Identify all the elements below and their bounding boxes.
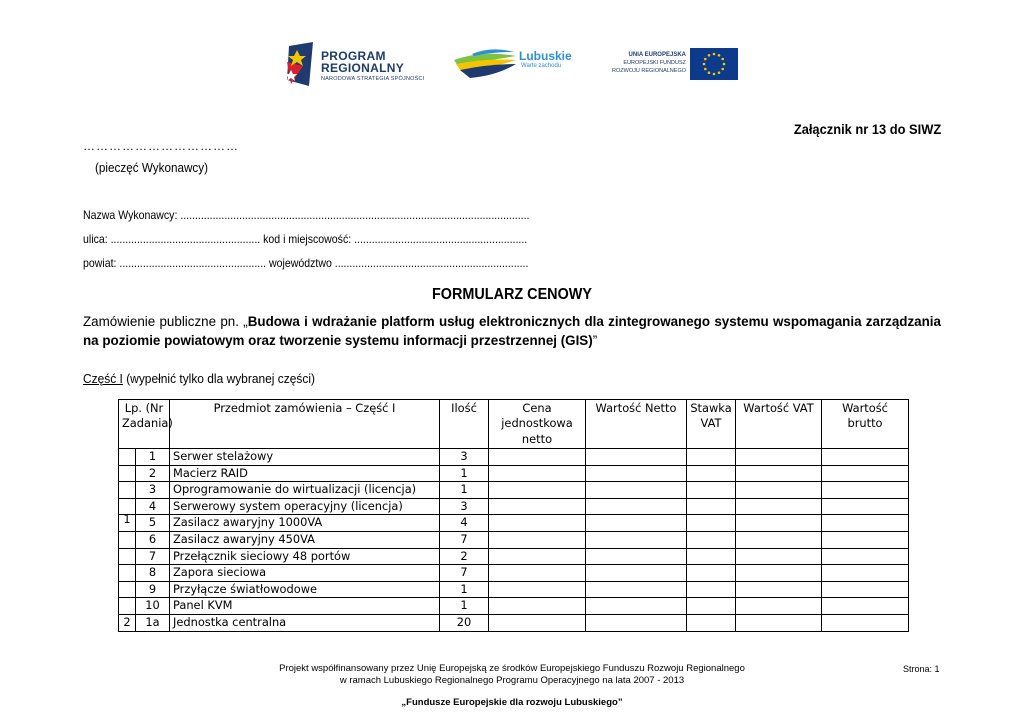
unit-price-cell[interactable] [489, 581, 586, 598]
group-column [119, 466, 136, 482]
lp-cell [119, 482, 170, 499]
unit-price-cell[interactable] [489, 482, 586, 499]
footer-program: w ramach Lubuskiego Regionalnego Programu Operacyjnego na lata 2007 - 2013 [339, 675, 685, 686]
vat-rate-cell[interactable] [687, 548, 736, 565]
unit-price-cell[interactable] [489, 614, 586, 631]
gross-value-cell[interactable] [822, 531, 909, 548]
price-table [118, 399, 909, 632]
vat-value-cell[interactable] [736, 598, 822, 615]
eu-logo [598, 48, 738, 80]
vat-value-cell[interactable] [736, 548, 822, 565]
vat-value-cell[interactable] [736, 581, 822, 598]
vat-rate-cell[interactable] [687, 465, 736, 482]
table-row [119, 465, 909, 482]
vat-value-cell[interactable] [736, 482, 822, 499]
program-line1: PROGRAM [321, 49, 386, 63]
task-number: 3 [148, 482, 157, 497]
net-value-cell[interactable] [586, 548, 687, 565]
item-name: Przyłącze światłowodowe [170, 581, 440, 598]
net-value-cell[interactable] [586, 531, 687, 548]
vat-rate-cell[interactable] [687, 482, 736, 499]
stamp-dots: ……………………………… [83, 139, 239, 153]
item-qty: 1 [440, 482, 489, 499]
lp-cell [119, 565, 170, 582]
table-row [119, 598, 909, 615]
gross-value-cell[interactable] [822, 565, 909, 582]
task-number: 10 [145, 598, 160, 613]
group-number: 2 [123, 614, 131, 629]
vat-value-cell[interactable] [736, 614, 822, 631]
program-line2: REGIONALNY [321, 61, 405, 75]
table-row [119, 614, 909, 631]
task-number: 9 [148, 581, 157, 596]
unit-price-cell[interactable] [489, 449, 586, 466]
item-qty: 2 [440, 548, 489, 565]
item-name: Zasilacz awaryjny 1000VA [170, 515, 440, 532]
group-column [119, 482, 136, 498]
task-number: 6 [148, 531, 157, 546]
item-qty: 1 [440, 465, 489, 482]
item-name: Panel KVM [170, 598, 440, 615]
order-title: Budowa i wdrażanie platform usług elektronicznych dla zintegrowanego systemu wspomagania zarządzania na poziomie powiatowym oraz tworzenie systemu informacji przestrzennej (GIS) [83, 314, 941, 348]
group-column [119, 532, 136, 548]
header-item: Przedmiot zamówienia – Część I [170, 400, 440, 449]
unit-price-cell[interactable] [489, 565, 586, 582]
net-value-cell[interactable] [586, 515, 687, 532]
item-name: Zapora sieciowa [170, 565, 440, 582]
task-number: 4 [148, 498, 157, 513]
item-name: Macierz RAID [170, 465, 440, 482]
table-row [119, 449, 909, 466]
vat-rate-cell[interactable] [687, 581, 736, 598]
group-column [119, 598, 136, 614]
item-name: Serwer stelażowy [170, 449, 440, 466]
lubuskie-name: Lubuskie [519, 49, 572, 63]
header-unit-price: Cena jednostkowa netto [489, 400, 586, 449]
order-description [83, 312, 941, 350]
group-column [119, 582, 136, 598]
footer-cofinance: Projekt współfinansowany przez Unię Europejską ze środków Europejskiego Funduszu Rozwoju Regionalnego [279, 663, 745, 674]
gross-value-cell[interactable] [822, 581, 909, 598]
net-value-cell[interactable] [586, 482, 687, 499]
ue-line2: EUROPEJSKI FUNDUSZ [623, 60, 686, 66]
group-column [119, 615, 136, 631]
page-number: Strona: 1 [903, 664, 940, 674]
item-name: Serwerowy system operacyjny (licencja) [170, 498, 440, 515]
item-name: Zasilacz awaryjny 450VA [170, 531, 440, 548]
header-lp: Lp. (Nr Zadania) [119, 400, 170, 449]
task-number: 1 [148, 449, 157, 463]
table-row [119, 482, 909, 499]
eu-flag-icon [690, 48, 738, 80]
part-note: (wypełnić tylko dla wybranej części) [122, 371, 315, 386]
header-vat-value: Wartość VAT [736, 400, 822, 449]
contractor-name-field: Nazwa Wykonawcy: ....................................................................................................................... [83, 208, 530, 222]
gross-value-cell[interactable] [822, 482, 909, 499]
lp-cell [119, 598, 170, 615]
unit-price-cell[interactable] [489, 548, 586, 565]
net-value-cell[interactable] [586, 581, 687, 598]
item-name: Przełącznik sieciowy 48 portów [170, 548, 440, 565]
item-qty: 20 [440, 614, 489, 631]
net-value-cell[interactable] [586, 614, 687, 631]
net-value-cell[interactable] [586, 498, 687, 515]
vat-rate-cell[interactable] [687, 565, 736, 582]
unit-price-cell[interactable] [489, 515, 586, 532]
item-qty: 7 [440, 531, 489, 548]
gross-value-cell[interactable] [822, 498, 909, 515]
gross-value-cell[interactable] [822, 449, 909, 466]
part-heading [83, 371, 315, 386]
item-qty: 1 [440, 581, 489, 598]
table-row [119, 531, 909, 548]
vat-rate-cell[interactable] [687, 531, 736, 548]
item-qty: 3 [440, 498, 489, 515]
item-qty: 7 [440, 565, 489, 582]
gross-value-cell[interactable] [822, 614, 909, 631]
vat-rate-cell[interactable] [687, 598, 736, 615]
order-suffix: ” [592, 333, 598, 348]
lubuskie-logo [452, 46, 577, 82]
unit-price-cell[interactable] [489, 498, 586, 515]
net-value-cell[interactable] [586, 565, 687, 582]
program-regionalny-logo [283, 40, 433, 88]
unit-price-cell[interactable] [489, 598, 586, 615]
footer-slogan: „Fundusze Europejskie dla rozwoju Lubuskiego” [401, 697, 623, 708]
vat-value-cell[interactable] [736, 515, 822, 532]
header-net-value: Wartość Netto [586, 400, 687, 449]
item-qty: 3 [440, 449, 489, 466]
ue-line3: ROZWOJU REGIONALNEGO [612, 68, 686, 74]
table-header-row [119, 400, 909, 449]
attachment-number: Załącznik nr 13 do SIWZ [793, 121, 941, 137]
table-row [119, 515, 909, 532]
lp-cell [119, 614, 170, 631]
table-row [119, 548, 909, 565]
street-city-field: ulica: ................................................... kod i miejscowość: ........................................................... [83, 232, 528, 246]
task-number: 7 [148, 548, 157, 563]
task-number: 1a [145, 614, 160, 629]
header-qty: Ilość [440, 400, 489, 449]
gross-value-cell[interactable] [822, 465, 909, 482]
lp-cell [119, 531, 170, 548]
item-qty: 4 [440, 515, 489, 532]
ue-line1: UNIA EUROPEJSKA [628, 52, 686, 58]
vat-value-cell[interactable] [736, 449, 822, 466]
header-vat-rate: Stawka VAT [687, 400, 736, 449]
vat-rate-cell[interactable] [687, 614, 736, 631]
vat-rate-cell[interactable] [687, 449, 736, 466]
gross-value-cell[interactable] [822, 548, 909, 565]
table-row [119, 498, 909, 515]
task-number: 8 [148, 565, 157, 580]
order-prefix: Zamówienie publiczne pn. „ [83, 314, 248, 329]
lp-cell [119, 465, 170, 482]
header-gross-value: Wartość brutto [822, 400, 909, 449]
program-regionalny-emblem-icon [283, 40, 319, 88]
lp-cell [119, 581, 170, 598]
item-name: Jednostka centralna [170, 614, 440, 631]
task-number: 2 [148, 465, 157, 480]
vat-value-cell[interactable] [736, 465, 822, 482]
program-line3: NARODOWA STRATEGIA SPÓJNOŚCI [321, 76, 425, 82]
part-label: Część I [83, 371, 123, 386]
group-column [119, 565, 136, 581]
stamp-label: (pieczęć Wykonawcy) [95, 160, 209, 175]
table-row [119, 565, 909, 582]
gross-value-cell[interactable] [822, 598, 909, 615]
gross-value-cell[interactable] [822, 515, 909, 532]
vat-rate-cell[interactable] [687, 498, 736, 515]
lp-cell [119, 512, 170, 532]
lp-cell [119, 548, 170, 565]
lp-cell [119, 449, 170, 466]
group-number: 1 [123, 512, 131, 527]
group-column [119, 512, 136, 531]
vat-value-cell[interactable] [736, 498, 822, 515]
item-name: Oprogramowanie do wirtualizacji (licencja) [170, 482, 440, 499]
form-title: FORMULARZ CENOWY [431, 286, 592, 303]
net-value-cell[interactable] [586, 465, 687, 482]
vat-value-cell[interactable] [736, 565, 822, 582]
group-column [119, 549, 136, 565]
vat-value-cell[interactable] [736, 531, 822, 548]
task-number: 5 [148, 515, 157, 530]
county-voivodeship-field: powiat: .................................................. województwo .................................................................. [83, 256, 529, 270]
lubuskie-slogan: Warte zachodu [521, 63, 562, 69]
lubuskie-waves-icon [452, 46, 518, 82]
table-row [119, 581, 909, 598]
net-value-cell[interactable] [586, 449, 687, 466]
vat-rate-cell[interactable] [687, 515, 736, 532]
net-value-cell[interactable] [586, 598, 687, 615]
unit-price-cell[interactable] [489, 531, 586, 548]
unit-price-cell[interactable] [489, 465, 586, 482]
group-column [119, 449, 136, 465]
item-qty: 1 [440, 598, 489, 615]
